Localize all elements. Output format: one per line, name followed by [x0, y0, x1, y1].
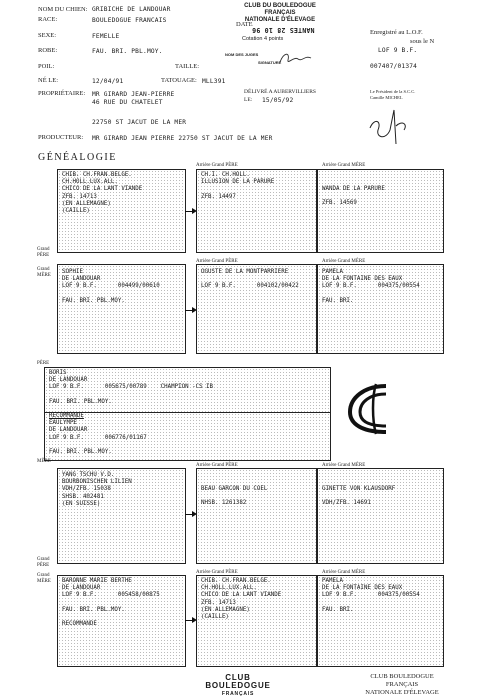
ggsire-1-box — [196, 169, 317, 253]
grandsire-maternal-text: YANG TSCHU V.D. BOURBONISCHEN LILIEN VDH/ZFB. 15038 SHSB. 402481 (EN SUISSE) — [62, 472, 132, 507]
footer-right-line1: CLUB BOULEDOGUE FRANÇAIS — [370, 673, 434, 688]
col-agp-4: Arrière Grand PÈRE — [196, 570, 238, 575]
delivered-value: 15/05/92 — [262, 97, 294, 104]
ggdam-1-text: WANDA DE LA PARURE ZFB. 14569 — [322, 186, 385, 207]
date-stamp: NANTES 28 10 96 — [252, 26, 315, 34]
taille-label: TAILLE: — [175, 63, 200, 70]
label-grand-pere-2: Grand PÈRE — [37, 557, 50, 568]
footer-left-line1: CLUB BOULEDOGUE — [205, 673, 271, 690]
ggdam-4-text: PAMELA DE LA FONTAINE DES EAUX LOF 9 B.F. 004375/00554 FAU. BRI. — [322, 578, 420, 613]
ggdam-2-text: PAMELA DE LA FONTAINE DES EAUX LOF 9 B.F. 004375/00554 FAU. BRI. — [322, 269, 420, 304]
col-agp-2: Arrière Grand PÈRE — [196, 259, 238, 264]
owner-label: PROPRIÉTAIRE: — [38, 90, 86, 97]
owner-line3: 22750 ST JACUT DE LA MER — [92, 119, 187, 126]
sire-text: BORIS DE LANDOUAR LOF 9 B.F. 005675/00789 CHAMPION -CS IB FAU. BRI. PBL.MOY. — [49, 370, 214, 405]
ggsire-2-text: OGUSTE DE LA MONTPARRIERE LOF 9 B.F. 004102/00422 — [201, 269, 299, 290]
ggsire-3-text: BEAU GARCON DU COEL NHSB. 1261382 — [201, 486, 268, 507]
name-label: NOM DU CHIEN: — [38, 6, 88, 13]
president-signature-icon — [364, 100, 414, 148]
judges-label: NOM DES JUGES — [225, 52, 259, 57]
genealogy-title: GÉNÉALOGIE — [38, 152, 117, 163]
judge-signature-icon — [278, 50, 314, 68]
label-grand-mere-2: Grand MÈRE — [37, 573, 51, 584]
ggdam-3-box — [317, 468, 444, 564]
name-value: GRIBICHE DE LANDOUAR — [92, 6, 171, 13]
race-value: BOULEDOGUE FRANCAIS — [92, 17, 167, 24]
president-line1: Le Président de la S.C.C. — [370, 89, 416, 94]
arrow-icon — [185, 310, 195, 311]
col-agp-3: Arrière Grand PÈRE — [196, 463, 238, 468]
registration-number: 007407/01374 — [370, 63, 418, 70]
producer-value: MR GIRARD JEAN PIERRE 22750 ST JACUT DE LA MER — [92, 135, 273, 142]
sex-label: SEXE: — [38, 32, 57, 39]
tattoo-value: MLL391 — [202, 78, 226, 85]
col-agm-3: Arrière Grand MÈRE — [322, 463, 366, 468]
granddam-maternal-text: BARONNE MARIE BERTHE DE LANDOUAR LOF 9 B.F. 005458/00875 FAU. BRI. PBL.MOY. RECOMMANDE — [62, 578, 160, 628]
ggsire-1-text: CH.I. CH.HOLL. ILLUSION DE LA PARURE ZFB. 14497 — [201, 172, 275, 200]
arrow-icon — [185, 211, 195, 212]
arrow-icon — [185, 514, 195, 515]
club-line2: NATIONALE D'ÉLEVAGE — [244, 17, 316, 23]
owner-line1: MR GIRARD JEAN-PIERRE — [92, 91, 175, 98]
registered-sub: sous le N — [410, 38, 435, 45]
granddam-maternal-box — [57, 575, 186, 667]
ggdam-1-box — [317, 169, 444, 253]
ggdam-2-box — [317, 264, 444, 354]
grandsire-paternal-text: CHIB. CH.FRAN.BELGE. CH.HOLL.LUX.ALL. CHICO DE LA LANT VIANDE ZFB. 14713 (EN ALLEMAGNE) (CAILLE) — [62, 172, 143, 215]
president-block — [370, 89, 415, 100]
lof-value: LOF 9 B.F. — [378, 47, 418, 54]
granddam-paternal-box — [57, 264, 186, 354]
owner-line2: 46 RUE DU CHATELET — [92, 99, 163, 106]
footer-left — [198, 674, 278, 698]
born-label: NÉ LE: — [38, 77, 59, 84]
sex-value: FEMELLE — [92, 33, 120, 40]
ggdam-3-text: GINETTE VON KLAUSDORF VDH/ZFB. 14691 — [322, 486, 396, 507]
footer-right-line2: NATIONALE D'ÉLEVAGE — [365, 689, 439, 696]
president-line2: Camille MICHEL — [370, 94, 403, 100]
cotation: Cotation 4 points — [242, 36, 284, 42]
label-mere: MÈRE — [37, 459, 51, 464]
sire-box — [44, 367, 331, 461]
scc-logo-icon — [342, 380, 394, 438]
grandsire-paternal-box — [57, 169, 186, 253]
signature-label: SIGNATURE — [258, 60, 282, 65]
ggsire-4-text: CHIB. CH.FRAN.BELGE. CH.HOLL.LUX.ALL. CHICO DE LA LANT VIANDE ZFB. 14713 (EN ALLEMAGNE) (CAILLE) — [201, 578, 282, 621]
robe-label: ROBE: — [38, 47, 58, 54]
footer-right — [362, 673, 442, 697]
ggsire-2-box — [196, 264, 317, 354]
poil-label: POIL: — [38, 63, 55, 70]
col-agm-1: Arrière Grand MÈRE — [322, 163, 366, 168]
race-label: RACE: — [38, 16, 58, 23]
grandsire-maternal-box — [57, 468, 186, 564]
granddam-paternal-text: SOPHIE DE LANDOUAR LOF 9 B.F. 004499/00610 FAU. BRI. PBL.MOY. — [62, 269, 160, 304]
label-grand-mere-1: Grand MÈRE — [37, 267, 51, 278]
producer-label: PRODUCTEUR: — [38, 134, 84, 141]
born-value: 12/04/91 — [92, 78, 124, 85]
delivered-label: DÉLIVRÉ A AUBERVILLIERS — [244, 89, 316, 95]
ggsire-3-box — [196, 468, 317, 564]
tattoo-label: TATOUAGE: — [161, 77, 197, 84]
robe-value: FAU. BRI. PBL.MOY. — [92, 48, 163, 55]
registered-label: Enregistré au L.O.F. — [370, 29, 423, 36]
label-pere: PÈRE — [37, 361, 50, 366]
footer-left-line2: FRANÇAIS — [221, 691, 255, 697]
col-agm-4: Arrière Grand MÈRE — [322, 570, 366, 575]
ggsire-4-box — [196, 575, 317, 667]
club-line1: CLUB DU BOULEDOGUE FRANÇAIS — [244, 3, 316, 16]
ggdam-4-box — [317, 575, 444, 667]
delivered-le: LE: — [244, 97, 253, 103]
col-agp-1: Arrière Grand PÈRE — [196, 163, 238, 168]
label-grand-pere-1: Grand PÈRE — [37, 247, 50, 258]
dam-text: RECOMMANDE EAULYMPE DE LANDOUAR LOF 9 B.F. 006776/01167 FAU. BRI. PBL.MOY. — [49, 413, 147, 456]
date-label: DATE — [236, 21, 253, 28]
arrow-icon — [185, 620, 195, 621]
col-agm-2: Arrière Grand MÈRE — [322, 259, 366, 264]
